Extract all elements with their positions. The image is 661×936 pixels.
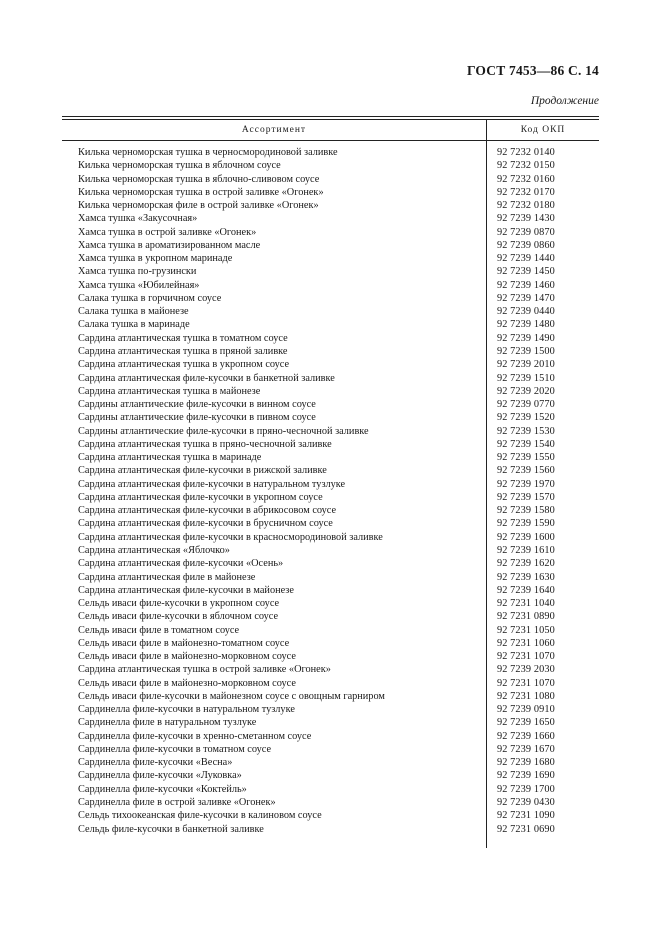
product-name: Килька черноморская тушка в яблочном соусе (78, 160, 281, 172)
product-name: Сардинелла филе-кусочки в томатном соусе (78, 743, 272, 755)
product-name: Сельдь иваси филе-кусочки в укропном соусе (78, 598, 280, 610)
product-name: Сардина атлантическая филе-кусочки в абрикосовом соусе (78, 505, 337, 517)
table-row (62, 584, 599, 597)
product-name: Хамса тушка в ароматизированном масле (78, 239, 261, 251)
product-name: Сардинелла филе-кусочки в натуральном тузлуке (78, 704, 295, 716)
okp-code: 92 7239 1610 (497, 544, 555, 556)
okp-code: 92 7239 1550 (497, 452, 555, 464)
product-name: Килька черноморская тушка в яблочно-сливовом соусе (78, 173, 320, 185)
okp-code: 92 7239 1480 (497, 319, 555, 331)
table-row (62, 279, 599, 292)
table-row (62, 358, 599, 371)
table-row (62, 624, 599, 637)
product-name: Хамса тушка в укропном маринаде (78, 253, 233, 265)
continuation-label: Продолжение (530, 95, 599, 107)
table-header (62, 120, 599, 141)
table-row (62, 332, 599, 345)
product-name: Сельдь иваси филе в майонезно-томатном соусе (78, 637, 290, 649)
okp-code: 92 7239 0430 (497, 797, 555, 809)
table-row (62, 385, 599, 398)
okp-code: 92 7239 0910 (497, 704, 555, 716)
product-name: Сардины атлантические филе-кусочки в пивном соусе (78, 412, 316, 424)
table-row (62, 703, 599, 716)
table-row (62, 650, 599, 663)
okp-code: 92 7239 1660 (497, 730, 555, 742)
okp-code: 92 7239 1520 (497, 412, 555, 424)
product-name: Хамса тушка по-грузински (78, 266, 197, 278)
product-name: Сардинелла филе-кусочки «Весна» (78, 757, 233, 769)
product-name: Сардинелла филе в острой заливке «Огонек» (78, 797, 276, 809)
okp-code: 92 7239 1580 (497, 505, 555, 517)
okp-code: 92 7231 1040 (497, 598, 555, 610)
table-row (62, 398, 599, 411)
table-row (62, 690, 599, 703)
okp-code: 92 7239 1640 (497, 584, 555, 596)
table-row (62, 637, 599, 650)
product-name: Сардинелла филе-кусочки «Луковка» (78, 770, 242, 782)
okp-code: 92 7239 0870 (497, 226, 555, 238)
okp-code: 92 7239 1470 (497, 292, 555, 304)
product-name: Сардина атлантическая тушка в маринаде (78, 452, 262, 464)
table-row (62, 809, 599, 822)
okp-code: 92 7232 0140 (497, 147, 555, 158)
table-row (62, 716, 599, 729)
table-row (62, 663, 599, 676)
table-row (62, 186, 599, 199)
okp-code: 92 7239 1530 (497, 425, 555, 437)
table-row (62, 531, 599, 544)
product-name: Сардина атлантическая филе-кусочки в брусничном соусе (78, 518, 333, 530)
product-name: Сельдь иваси филе-кусочки в яблочном соусе (78, 611, 279, 623)
product-name: Сельдь тихоокеанская филе-кусочки в калиновом соусе (78, 810, 322, 822)
okp-code: 92 7231 1070 (497, 651, 555, 663)
table-row (62, 597, 599, 610)
product-name: Сардина атлантическая филе-кусочки в майонезе (78, 584, 294, 596)
table-body (62, 141, 599, 836)
table-row (62, 199, 599, 212)
okp-code: 92 7232 0160 (497, 173, 555, 185)
okp-code: 92 7239 1690 (497, 770, 555, 782)
table-row (62, 769, 599, 782)
okp-code: 92 7239 2020 (497, 385, 555, 397)
okp-code: 92 7231 0690 (497, 823, 555, 835)
table-row (62, 372, 599, 385)
product-name: Сардины атлантические филе-кусочки в пряно-чесночной заливке (78, 425, 369, 437)
okp-code: 92 7231 1060 (497, 637, 555, 649)
okp-code: 92 7239 1490 (497, 332, 555, 344)
okp-code: 92 7231 1080 (497, 690, 555, 702)
table-top-rule (62, 116, 599, 117)
okp-code: 92 7231 0890 (497, 611, 555, 623)
table-row (62, 610, 599, 623)
table-row (62, 730, 599, 743)
product-name: Сардинелла филе-кусочки в хренно-сметанном соусе (78, 730, 312, 742)
product-name: Сельдь иваси филе в майонезно-морковном соусе (78, 677, 296, 689)
table-row (62, 226, 599, 239)
product-name: Сардина атлантическая тушка в пряно-чесночной заливке (78, 438, 332, 450)
table-row (62, 212, 599, 225)
product-name: Сардина атлантическая тушка в укропном соусе (78, 359, 290, 371)
column-divider (486, 141, 487, 848)
table-row (62, 677, 599, 690)
product-name: Сардина атлантическая тушка в острой заливке «Огонек» (78, 664, 331, 676)
product-name: Сардинелла филе-кусочки «Коктейль» (78, 783, 247, 795)
product-table (62, 116, 599, 836)
okp-code: 92 7239 1970 (497, 478, 555, 490)
product-name: Сельдь филе-кусочки в банкетной заливке (78, 823, 264, 835)
okp-code: 92 7239 1590 (497, 518, 555, 530)
okp-code: 92 7232 0170 (497, 186, 555, 198)
okp-code: 92 7239 1450 (497, 266, 555, 278)
product-name: Сардины атлантические филе-кусочки в винном соусе (78, 399, 316, 411)
table-row (62, 517, 599, 530)
okp-code: 92 7239 0440 (497, 306, 555, 318)
table-row (62, 557, 599, 570)
table-row (62, 425, 599, 438)
product-name: Сардина атлантическая филе-кусочки в рижской заливке (78, 465, 327, 477)
product-name: Сардина атлантическая филе-кусочки в укропном соусе (78, 491, 323, 503)
okp-code: 92 7239 1430 (497, 213, 555, 225)
okp-code: 92 7239 1620 (497, 558, 555, 570)
okp-code: 92 7231 1050 (497, 624, 555, 636)
product-name: Сардина атлантическая тушка в майонезе (78, 385, 261, 397)
product-name: Хамса тушка «Юбилейная» (78, 279, 200, 291)
table-row (62, 756, 599, 769)
product-name: Килька черноморская тушка в черносмородиновой заливке (78, 147, 338, 158)
okp-code: 92 7239 1650 (497, 717, 555, 729)
table-row (62, 318, 599, 331)
product-name: Салака тушка в майонезе (78, 306, 189, 318)
okp-code: 92 7239 1510 (497, 372, 555, 384)
table-row (62, 571, 599, 584)
table-row (62, 265, 599, 278)
okp-code: 92 7239 2030 (497, 664, 555, 676)
okp-code: 92 7232 0150 (497, 160, 555, 172)
product-name: Хамса тушка в острой заливке «Огонек» (78, 226, 257, 238)
product-name: Салака тушка в горчичном соусе (78, 292, 222, 304)
table-row (62, 464, 599, 477)
okp-code: 92 7239 1630 (497, 571, 555, 583)
table-row (62, 438, 599, 451)
product-name: Сардина атлантическая филе-кусочки в банкетной заливке (78, 372, 335, 384)
table-row (62, 491, 599, 504)
table-row (62, 823, 599, 836)
okp-code: 92 7239 0860 (497, 239, 555, 251)
product-name: Сардина атлантическая «Яблочко» (78, 544, 230, 556)
product-name: Сардина атлантическая филе в майонезе (78, 571, 256, 583)
okp-code: 92 7239 1670 (497, 743, 555, 755)
column-header-code: Код ОКП (486, 120, 599, 140)
okp-code: 92 7239 2010 (497, 359, 555, 371)
table-row (62, 292, 599, 305)
table-row (62, 544, 599, 557)
product-name: Хамса тушка «Закусочная» (78, 213, 198, 225)
okp-code: 92 7239 1570 (497, 491, 555, 503)
product-name: Сардина атлантическая филе-кусочки в красносмородиновой заливке (78, 531, 383, 543)
okp-code: 92 7239 1680 (497, 757, 555, 769)
okp-code: 92 7239 1460 (497, 279, 555, 291)
table-row (62, 783, 599, 796)
okp-code: 92 7239 1540 (497, 438, 555, 450)
table-row (62, 345, 599, 358)
table-row (62, 411, 599, 424)
table-row (62, 146, 599, 159)
table-row (62, 159, 599, 172)
product-name: Сельдь иваси филе-кусочки в майонезном соусе с овощным гарниром (78, 690, 385, 702)
product-name: Сельдь иваси филе в томатном соусе (78, 624, 240, 636)
column-header-assortment: Ассортимент (241, 125, 307, 135)
table-row (62, 796, 599, 809)
product-name: Килька черноморская тушка в острой заливке «Огонек» (78, 186, 324, 198)
okp-code: 92 7239 1560 (497, 465, 555, 477)
product-name: Сардина атлантическая тушка в пряной заливке (78, 345, 288, 357)
okp-code: 92 7239 1700 (497, 783, 555, 795)
table-row (62, 252, 599, 265)
okp-code: 92 7239 1500 (497, 345, 555, 357)
product-name: Сардина атлантическая тушка в томатном соусе (78, 332, 288, 344)
table-row (62, 478, 599, 491)
table-row (62, 305, 599, 318)
okp-code: 92 7239 1600 (497, 531, 555, 543)
okp-code: 92 7231 1090 (497, 810, 555, 822)
product-name: Салака тушка в маринаде (78, 319, 190, 331)
table-row (62, 451, 599, 464)
table-row (62, 173, 599, 186)
product-name: Сардина атлантическая филе-кусочки «Осень» (78, 558, 284, 570)
page-header-title: ГОСТ 7453—86 С. 14 (466, 63, 599, 78)
okp-code: 92 7239 0770 (497, 399, 555, 411)
table-row (62, 239, 599, 252)
table-row (62, 504, 599, 517)
product-name: Сельдь иваси филе в майонезно-морковном соусе (78, 651, 296, 663)
table-row (62, 743, 599, 756)
product-name: Сардинелла филе в натуральном тузлуке (78, 717, 257, 729)
product-name: Килька черноморская филе в острой заливке «Огонек» (78, 200, 319, 212)
okp-code: 92 7231 1070 (497, 677, 555, 689)
okp-code: 92 7239 1440 (497, 253, 555, 265)
product-name: Сардина атлантическая филе-кусочки в натуральном тузлуке (78, 478, 346, 490)
okp-code: 92 7232 0180 (497, 200, 555, 212)
